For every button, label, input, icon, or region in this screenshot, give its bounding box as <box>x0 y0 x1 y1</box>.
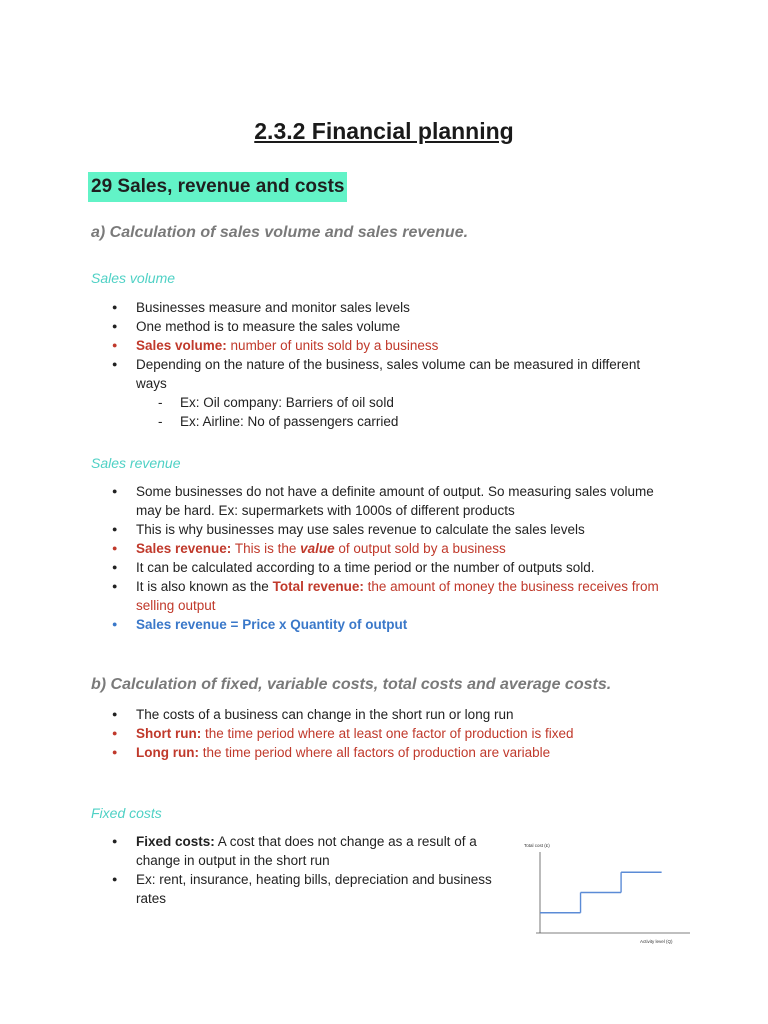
fixed-cost-chart <box>522 840 692 950</box>
list-item: ● Ex: rent, insurance, heating bills, depreciation and business rates <box>136 870 492 908</box>
list-item: ● Sales volume: number of units sold by a business <box>136 336 640 355</box>
subheading-a: a) Calculation of sales volume and sales revenue. <box>91 224 469 241</box>
sales-revenue-heading: Sales revenue <box>91 455 181 471</box>
list-item: ● It can be calculated according to a time period or the number of outputs sold. <box>136 558 659 577</box>
sales-volume-list <box>136 298 640 431</box>
subheading-b: b) Calculation of fixed, variable costs, total costs and average costs. <box>91 676 612 693</box>
list-item: ● This is why businesses may use sales revenue to calculate the sales levels <box>136 520 659 539</box>
sales-volume-heading: Sales volume <box>91 270 176 286</box>
costs-list <box>136 705 573 762</box>
chart-marks <box>540 872 662 913</box>
term-total-revenue: Total revenue: <box>272 579 364 594</box>
section-heading: 29 Sales, revenue and costs <box>88 172 347 202</box>
list-item: ● Long run: the time period where all factors of production are variable <box>136 743 573 762</box>
list-item: ● Depending on the nature of the business, sales volume can be measured in different ways <box>136 355 640 393</box>
list-item: ● Fixed costs: A cost that does not change as a result of a change in output in the short run <box>136 832 492 870</box>
term-fixed-costs: Fixed costs: <box>136 834 215 849</box>
list-item: - Ex: Airline: No of passengers carried <box>180 412 640 431</box>
list-item: ● Businesses measure and monitor sales levels <box>136 298 640 317</box>
term-sales-volume: Sales volume: <box>136 338 227 353</box>
formula-sales-revenue: Sales revenue = Price x Quantity of output <box>136 617 408 632</box>
term-long-run: Long run: <box>136 745 199 760</box>
list-item: ● It is also known as the Total revenue: the amount of money the business receives from selling output <box>136 577 659 615</box>
list-item <box>136 615 659 634</box>
document-title: 2.3.2 Financial planning <box>254 118 514 144</box>
list-item: ● Short run: the time period where at least one factor of production is fixed <box>136 724 573 743</box>
term-sales-revenue: Sales revenue: <box>136 541 232 556</box>
chart-xlabel: Activity level (Q) <box>640 939 673 944</box>
fixed-costs-list <box>136 832 492 908</box>
sales-revenue-list <box>136 482 659 634</box>
list-item: ● Sales revenue: This is the value of output sold by a business <box>136 539 659 558</box>
list-item: ● One method is to measure the sales volume <box>136 317 640 336</box>
list-item: ● Some businesses do not have a definite amount of output. So measuring sales volume may be hard. Ex: supermarkets with 1000s of different products <box>136 482 659 520</box>
list-item: - Ex: Oil company: Barriers of oil sold <box>180 393 640 412</box>
fixed-costs-heading: Fixed costs <box>91 805 162 821</box>
chart-ylabel: Total cost (£) <box>524 843 550 848</box>
term-short-run: Short run: <box>136 726 202 741</box>
list-item: ● The costs of a business can change in the short run or long run <box>136 705 573 724</box>
